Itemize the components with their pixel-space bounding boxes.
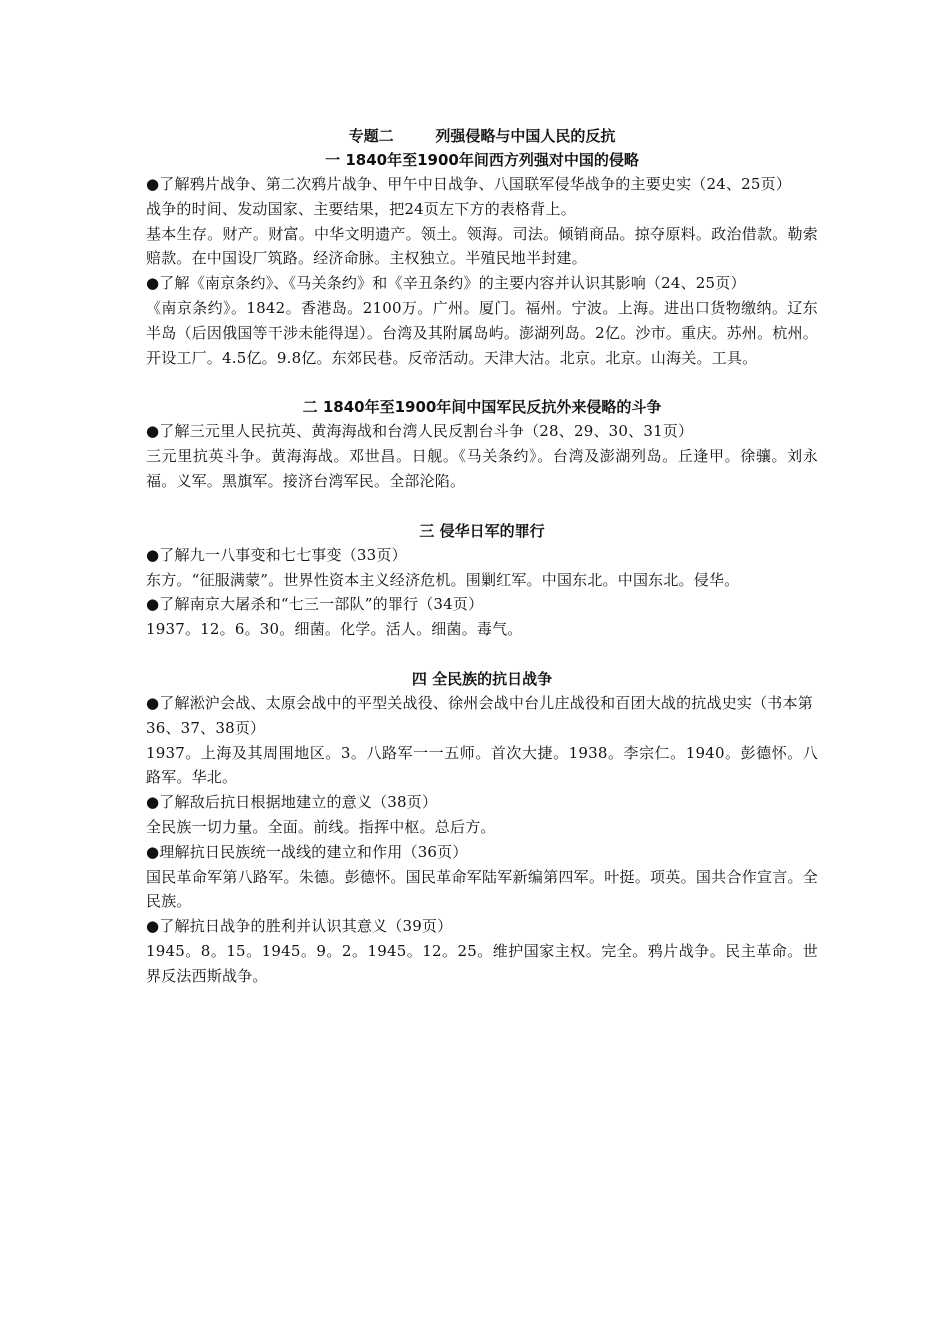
section-4 — [146, 667, 818, 989]
section-1-text-3: 《南京条约》。1842。香港岛。2100万。广州。厦门。福州。宁波。上海。进出口货物缴纳。辽东半岛（后因俄国等干涉未能得逞）。台湾及其附属岛屿。澎湖列岛。2亿。沙市。重庆。苏州。杭州。开设工厂。4.5亿。9.8亿。东郊民巷。反帝活动。天津大沽。北京。北京。山海关。工具。 — [146, 298, 818, 367]
section-2-point-1: ●了解三元里人民抗英、黄海海战和台湾人民反割台斗争（28、29、30、31页） — [146, 422, 694, 441]
section-gap — [146, 494, 818, 519]
section-3-point-1: ●了解九一八事变和七七事变（33页） — [146, 545, 407, 564]
section-4-text-2: 全民族一切力量。全面。前线。指挥中枢。总后方。 — [146, 817, 496, 836]
section-3 — [146, 519, 818, 642]
section-3-point-2: ●了解南京大屠杀和“七三一部队”的罪行（34页） — [146, 595, 484, 614]
section-3-text-1: 东方。“征服满蒙”。世界性资本主义经济危机。围剿红军。中国东北。中国东北。侵华。 — [146, 570, 740, 589]
section-4-point-2: ●了解敌后抗日根据地建立的意义（38页） — [146, 793, 438, 812]
section-4-text-4: 1945。8。15。1945。9。2。1945。12。25。维护国家主权。完全。鸦片战争。民主革命。世界反法西斯战争。 — [146, 941, 818, 985]
section-4-point-4: ●了解抗日战争的胜利并认识其意义（39页） — [146, 917, 453, 936]
section-1-title: 一 1840年至1900年间西方列强对中国的侵略 — [325, 151, 639, 169]
section-1-point-1: ●了解鸦片战争、第二次鸦片战争、甲午中日战争、八国联军侵华战争的主要史实（24、25页） — [146, 175, 792, 193]
section-4-text-1: 1937。上海及其周围地区。3。八路军一一五师。首次大捷。1938。李宗仁。1940。彭德怀。八路军。华北。 — [146, 743, 818, 787]
section-1 — [146, 148, 818, 370]
section-gap — [146, 370, 818, 395]
section-4-point-3: ●理解抗日民族统一战线的建立和作用（36页） — [146, 842, 468, 861]
document-title: 专题二 列强侵略与中国人民的反抗 — [348, 127, 616, 145]
section-gap — [146, 642, 818, 667]
section-1-point-2: ●了解《南京条约》、《马关条约》和《辛丑条约》的主要内容并认识其影响（24、25页） — [146, 274, 746, 293]
section-3-text-2: 1937。12。6。30。细菌。化学。活人。细菌。毒气。 — [146, 620, 523, 639]
section-1-text-2: 基本生存。财产。财富。中华文明遗产。领土。领海。司法。倾销商品。掠夺原料。政治借款。勒索赔款。在中国设厂筑路。经济命脉。主权独立。半殖民地半封建。 — [146, 224, 818, 268]
document-page — [146, 124, 818, 989]
section-3-title: 三 侵华日军的罪行 — [419, 521, 545, 540]
section-2-text-1: 三元里抗英斗争。黄海海战。邓世昌。日舰。《马关条约》。台湾及澎湖列岛。丘逢甲。徐骧。刘永福。义军。黑旗军。接济台湾军民。全部沦陷。 — [146, 447, 818, 490]
section-2-title: 二 1840年至1900年间中国军民反抗外来侵略的斗争 — [302, 398, 662, 417]
section-4-point-1: ●了解淞沪会战、太原会战中的平型关战役、徐州会战中台儿庄战役和百团大战的抗战史实（书本第36、37、38页） — [146, 693, 813, 737]
section-2 — [146, 395, 818, 493]
section-4-text-3: 国民革命军第八路军。朱德。彭德怀。国民革命军陆军新编第四军。叶挺。项英。国共合作宣言。全民族。 — [146, 867, 818, 911]
section-4-title: 四 全民族的抗日战争 — [411, 669, 553, 688]
section-1-text-1: 战争的时间、发动国家、主要结果，把24页左下方的表格背上。 — [146, 199, 576, 218]
